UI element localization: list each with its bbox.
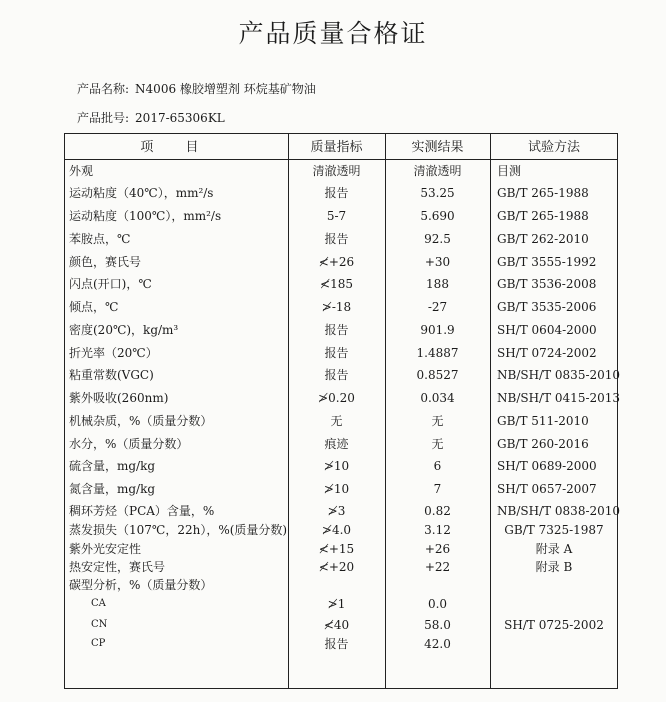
row-spec: ≮+15 [318,542,355,556]
product-name-value: N4006 橡胶增塑剂 环烷基矿物油 [135,82,316,96]
header-spec: 质量指标 [310,140,363,155]
row-item: 硫含量，mg/kg [69,459,156,473]
row-method: GB/T 265-1988 [497,186,589,200]
row-result: 42.0 [424,637,451,651]
row-spec: ≯-18 [321,300,352,314]
row-item: 折光率（20℃） [69,346,158,360]
row-spec: 报告 [324,346,349,360]
row-item: 热安定性，赛氏号 [69,560,166,574]
row-result: 无 [431,437,444,451]
row-item: 苯胺点，℃ [69,232,131,246]
row-item: 倾点，℃ [69,300,119,314]
row-result: 0.82 [424,504,451,518]
row-spec: 报告 [324,368,349,382]
row-spec: ≯0.20 [318,391,355,405]
row-method: GB/T 265-1988 [497,209,589,223]
row-item: 碳型分析，%（质量分数） [69,578,213,592]
row-result: +22 [424,560,451,574]
row-item: 蒸发损失（107℃，22h），%(质量分数) [69,523,288,537]
row-item: 闪点(开口)，℃ [69,277,152,291]
row-result: 0.8527 [416,368,459,382]
batch-label: 产品批号: [77,111,130,125]
row-result: 0.0 [427,597,448,611]
row-method: 目测 [497,164,522,178]
row-result: 7 [433,482,442,496]
row-method: GB/T 3555-1992 [497,255,597,269]
row-spec: 无 [330,414,343,428]
row-item: 稠环芳烃（PCA）含量，% [69,504,215,518]
row-method: GB/T 262-2010 [497,232,589,246]
row-result: 1.4887 [416,346,459,360]
header-method: 试验方法 [527,140,580,155]
row-method: SH/T 0689-2000 [497,459,597,473]
row-method: GB/T 3536-2008 [497,277,597,291]
row-item: 颜色，赛氏号 [69,255,142,269]
row-result: -27 [427,300,448,314]
row-item: CN [91,619,108,630]
row-result: 6 [433,459,442,473]
row-spec: 报告 [324,186,349,200]
row-spec: 痕迹 [324,437,349,451]
row-result: 188 [426,277,449,291]
header-item: 项 目 [140,140,213,155]
row-item: 外观 [69,164,94,178]
row-spec: ≯10 [323,459,350,473]
row-spec: ≯10 [323,482,350,496]
row-spec: 清澈透明 [312,164,361,178]
row-item: 水分，%（质量分数） [69,437,189,451]
batch-value: 2017-65306KL [135,111,225,125]
row-result: 0.034 [420,391,455,405]
row-result: 92.5 [424,232,451,246]
row-spec: ≮185 [320,277,353,291]
row-spec: 报告 [324,637,349,651]
header-result: 实测结果 [411,140,464,155]
row-method: 附录 A [535,542,573,556]
row-item: 运动粘度（40℃），mm²/s [69,186,214,200]
row-spec: ≯1 [327,597,346,611]
row-item: 粘重常数(VGC) [69,368,154,382]
row-result: 清澈透明 [413,164,462,178]
row-method: NB/SH/T 0838-2010 [497,504,621,518]
row-item: CA [91,598,106,609]
row-method: GB/T 511-2010 [497,414,589,428]
row-spec: 报告 [324,323,349,337]
row-result: 无 [431,414,444,428]
row-method: GB/T 260-2016 [497,437,589,451]
row-result: 3.12 [424,523,451,537]
row-spec: ≮+20 [318,560,355,574]
batch-line [77,109,225,126]
row-method: SH/T 0724-2002 [497,346,597,360]
row-method: NB/SH/T 0835-2010 [497,368,621,382]
row-method: GB/T 7325-1987 [504,523,604,537]
row-method: NB/SH/T 0415-2013 [497,391,621,405]
row-result: 901.9 [420,323,455,337]
row-result: 5.690 [420,209,455,223]
row-result: +30 [424,255,451,269]
row-result: 53.25 [420,186,455,200]
row-spec: ≯3 [327,504,346,518]
row-method: GB/T 3535-2006 [497,300,597,314]
row-item: 机械杂质，%（质量分数） [69,414,213,428]
quality-table [64,133,621,689]
row-item: 运动粘度（100℃），mm²/s [69,209,222,223]
row-item: 紫外光安定性 [69,542,142,556]
row-spec: ≮+26 [318,255,355,269]
product-name-label: 产品名称: [77,82,130,96]
row-method: SH/T 0604-2000 [497,323,597,337]
row-item: 紫外吸收(260nm) [69,391,169,405]
row-item: CP [91,638,106,649]
product-name-line [77,80,316,97]
header-divider [65,159,617,160]
column-divider [490,134,491,688]
row-spec: ≮40 [323,618,350,632]
row-spec: ≯4.0 [321,523,352,537]
row-result: 58.0 [424,618,451,632]
row-method: SH/T 0657-2007 [497,482,597,496]
row-method: SH/T 0725-2002 [504,618,604,632]
row-item: 密度(20℃)，kg/m³ [69,323,179,337]
row-item: 氮含量，mg/kg [69,482,156,496]
row-result: +26 [424,542,451,556]
row-spec: 5-7 [326,209,347,223]
row-method: 附录 B [535,560,573,574]
certificate-title: 产品质量合格证 [238,19,428,48]
row-spec: 报告 [324,232,349,246]
